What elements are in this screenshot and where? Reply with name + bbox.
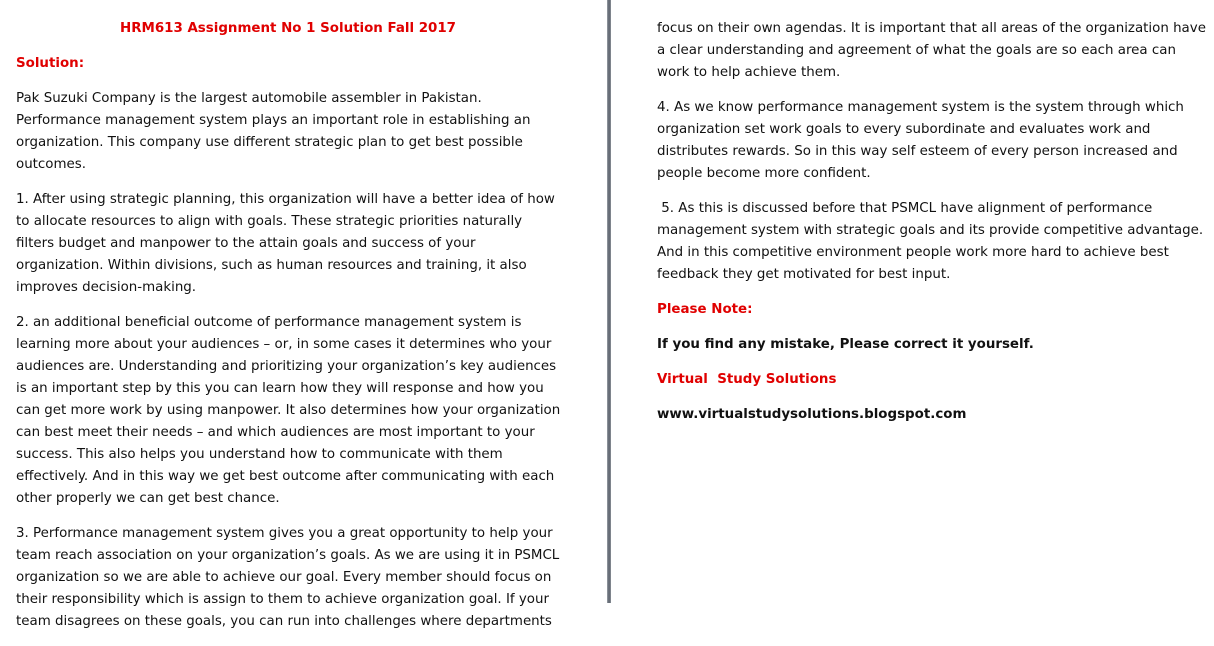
site-url[interactable]: www.virtualstudysolutions.blogspot.com — [657, 407, 967, 422]
solution-heading: Solution: — [16, 56, 85, 71]
site-name: Virtual Study Solutions — [657, 372, 837, 387]
point-3-paragraph-end: focus on their own agendas. It is important that all areas of the organization have a clear understanding and agreement of what the goals are so each area can work to help achieve them. — [657, 21, 1206, 80]
document-page-right — [614, 0, 1214, 603]
point-5-paragraph: 5. As this is discussed before that PSMCL have alignment of performance management system with strategic goals and its provide competitive advantage. And in this competitive environment people work more hard to achieve best feedback they get motivated for best input. — [657, 201, 1208, 282]
intro-paragraph: Pak Suzuki Company is the largest automobile assembler in Pakistan. Performance management system plays an important role in establishing an organization. This company use different strategic plan to get best possible outcomes. — [16, 91, 531, 172]
page-left-content — [16, 18, 564, 646]
point-4-paragraph: 4. As we know performance management system is the system through which organization set work goals to every subordinate and evaluates work and distributes rewards. So in this way self esteem of every person increased and people become more confident. — [657, 100, 1184, 181]
note-heading: Please Note: — [657, 302, 753, 317]
point-1-paragraph: 1. After using strategic planning, this organization will have a better idea of how to allocate resources to align with goals. These strategic priorities naturally filters budget and manpower to the attain goals and success of your organization. Within divisions, such as human resources and training, it also improves decision-making. — [16, 192, 555, 295]
note-text: If you find any mistake, Please correct it yourself. — [657, 337, 1034, 352]
point-2-paragraph: 2. an additional beneficial outcome of performance management system is learning more about your audiences – or, in some cases it determines who your audiences are. Understanding and prioritizing your organization’s key audiences is an important step by this you can learn how they will response and how you can get more work by using manpower. It also determines how your organization can best meet their needs – and which audiences are most important to your success. This also helps you understand how to communicate with them effectively. And in this way we get best outcome after communicating with each other properly we can get best chance. — [16, 315, 561, 506]
document-page-left — [0, 0, 605, 629]
document-title: HRM613 Assignment No 1 Solution Fall 2017 — [119, 21, 456, 36]
point-3-paragraph-start: 3. Performance management system gives you a great opportunity to help your team reach association on your organization’s goals. As we are using it in PSMCL organization so we are able to achieve our goal. Every member should focus on their responsibility which is assign to them to achieve organization goal. If your team disagrees on these goals, you can run into challenges where departments — [16, 526, 560, 629]
page-right-content — [657, 18, 1209, 426]
page-divider — [607, 0, 611, 603]
